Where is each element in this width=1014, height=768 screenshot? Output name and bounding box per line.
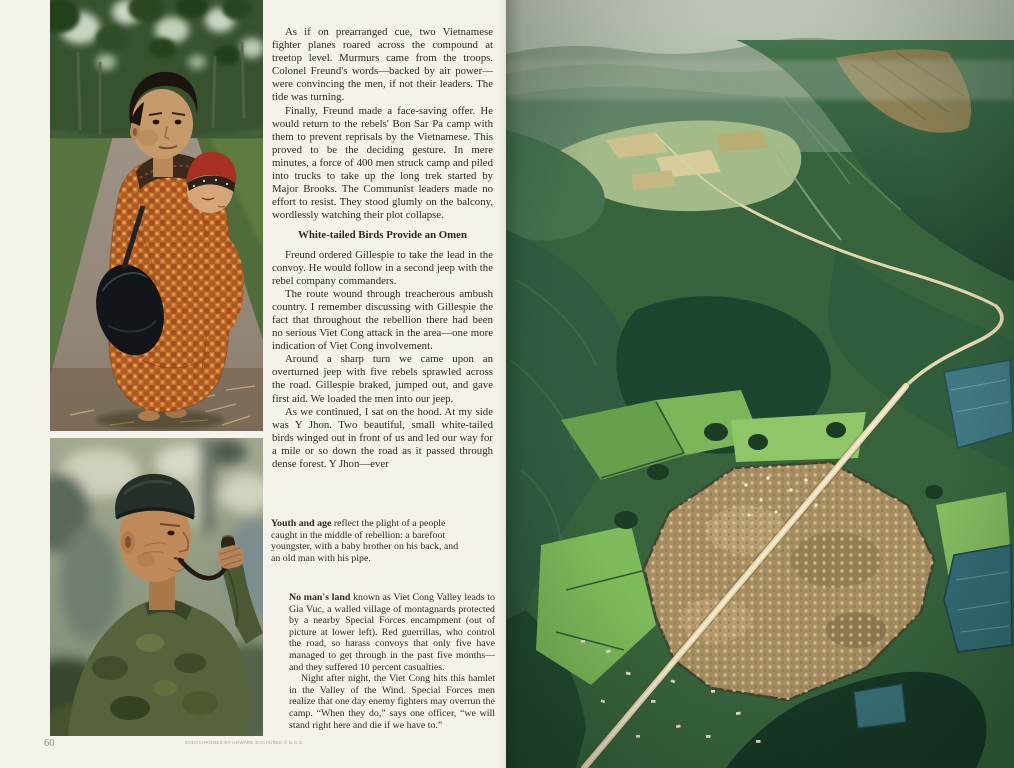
caption-lead-in: No man's land (289, 592, 351, 603)
caption-no-mans-land (289, 592, 495, 731)
article-text-column (272, 26, 493, 471)
article-subhead: White-tailed Birds Provide an Omen (298, 229, 467, 242)
vignette (506, 0, 1014, 768)
caption-youth-and-age (271, 518, 468, 564)
photo-credit: KODACHROMES BY HOWARD SOCHUREK © N.G.S. (184, 740, 304, 746)
page-number: 60 (44, 738, 55, 749)
right-page (506, 0, 1014, 768)
article-paragraph: Finally, Freund made a face-saving offer. He would return to the rebels' Bon Sar Pa camp with them to prevent reprisals by the Vietnamese. This proved to be the deciding gesture. In mere minutes, a force of 400 men struck camp and piled into trucks to take up the long trek started by Major Brooks. The Communist leaders made no effort to resist. They stood glumly on the balcony, wordlessly watching their plot collapse. (272, 104, 493, 222)
page-gutter-shadow (496, 0, 506, 768)
caption-paragraph: Night after night, the Viet Cong hits this hamlet in the Valley of the Wind. Special Forces men realize that one day enemy fighters may overrun the camp. “When they do,” says one officer, “we will stand right here and die if we have to.” (289, 673, 495, 731)
caption-paragraph (289, 592, 495, 673)
caption-text: known as Viet Cong Valley leads to Gia Vuc, a walled village of montagnards protected by a nearby Special Forces encampment (out of picture at lower left). Red guerrillas, who control the road, so harass convoys that only five have managed to get through in the past five months—and they suffered 10 percent casualties. (289, 592, 495, 673)
photo-boy-with-baby (50, 0, 263, 431)
article-paragraph: Freund ordered Gillespie to take the lead in the convoy. He would follow in a second jeep with the rebel company commanders. (272, 248, 493, 287)
left-page (0, 0, 506, 768)
photo-old-man-with-pipe (50, 438, 263, 736)
caption-text: reflect the plight of a people caught in the middle of rebellion: a barefoot youngster, with a baby brother on his back, and an old man with his pipe. (271, 518, 459, 564)
article-paragraph: As if on prearranged cue, two Vietnamese fighter planes roared across the compound at treetop level. Murmurs came from the troops. Colonel Freund's words—backed by air power—were convincing the men, if not their leaders. The tide was turning. (272, 26, 493, 104)
article-paragraph: Around a sharp turn we came upon an overturned jeep with five rebels sprawled across the road. Gillespie braked, jumped out, and gave first aid. We loaded the men into our jeep. (272, 353, 493, 405)
article-paragraph: As we continued, I sat on the hood. At my side was Y Jhon. Two beautiful, small white-tailed birds winged out in front of us and led our way for a mile or so down the road as it passed through dense forest. Y Jhon—ever (272, 405, 493, 470)
photo-aerial-viet-cong-valley (506, 0, 1014, 768)
article-paragraph: The route wound through treacherous ambush country. I remember discussing with Gillespie the fact that throughout the rebellion there had been no serious Viet Cong attack in the area—one more indication of Viet Cong involvement. (272, 287, 493, 353)
caption-lead-in: Youth and age (271, 518, 332, 529)
